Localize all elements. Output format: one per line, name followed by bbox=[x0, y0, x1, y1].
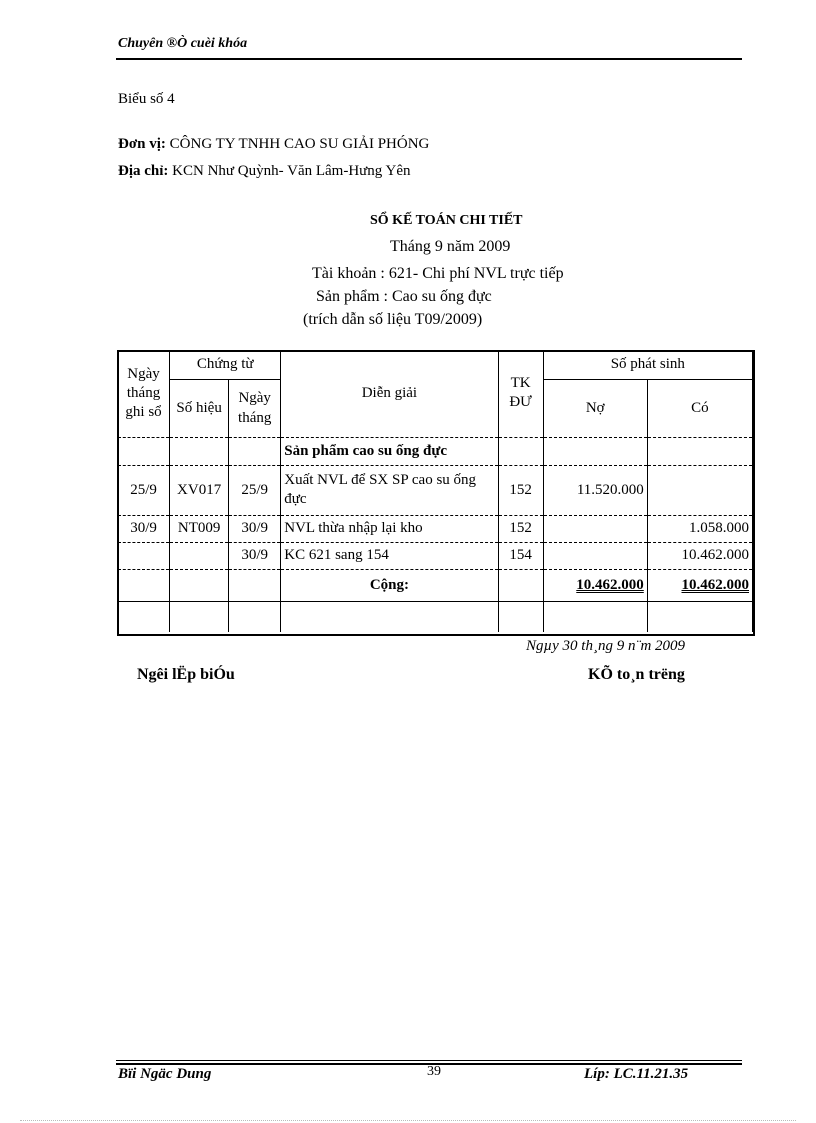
page-number: 39 bbox=[427, 1064, 441, 1079]
total-credit: 10.462.000 bbox=[681, 576, 749, 593]
row-voucher-date: 30/9 bbox=[229, 542, 281, 569]
row-desc: Xuất NVL để SX SP cao su ống đực bbox=[281, 465, 498, 515]
header-debit: Nợ bbox=[543, 379, 647, 437]
running-header: Chuyên ®Ò cuèi khóa bbox=[118, 36, 248, 51]
header-voucher: Chứng từ bbox=[170, 350, 281, 379]
table-row bbox=[118, 515, 753, 542]
account-line: Tài khoản : 621- Chi phí NVL trực tiếp bbox=[312, 265, 564, 282]
footer-class: Líp: LC.11.21.35 bbox=[584, 1066, 689, 1082]
empty-row bbox=[118, 601, 753, 632]
source-line: (trích dẫn số liệu T09/2009) bbox=[303, 311, 483, 328]
row-debit bbox=[543, 515, 647, 542]
sign-date: Ngµy 30 th¸ng 9 n¨m 2009 bbox=[526, 638, 686, 654]
row-acc: 152 bbox=[498, 515, 543, 542]
unit-value: CÔNG TY TNHH CAO SU GIẢI PHÓNG bbox=[169, 136, 430, 152]
row-voucher-date: 30/9 bbox=[229, 515, 281, 542]
total-label: Cộng: bbox=[281, 569, 498, 601]
header-voucher-no: Số hiệu bbox=[170, 379, 229, 437]
header-desc: Diễn giải bbox=[281, 350, 498, 437]
header-date: Ngày tháng ghi sổ bbox=[118, 350, 170, 437]
address-line bbox=[118, 163, 410, 180]
row-voucher-no: XV017 bbox=[170, 465, 229, 515]
table-row bbox=[118, 542, 753, 569]
row-credit: 1.058.000 bbox=[647, 515, 752, 542]
unit-line bbox=[118, 136, 429, 153]
row-credit: 10.462.000 bbox=[647, 542, 752, 569]
footer-author: Bïi Ngäc Dung bbox=[118, 1066, 212, 1082]
total-debit: 10.462.000 bbox=[576, 576, 644, 593]
header-rule bbox=[116, 58, 742, 60]
unit-label: Đơn vị: bbox=[118, 136, 166, 152]
header-amount: Số phát sinh bbox=[543, 350, 752, 379]
row-desc: KC 621 sang 154 bbox=[281, 542, 498, 569]
row-voucher-no: NT009 bbox=[170, 515, 229, 542]
address-label: Địa chỉ: bbox=[118, 163, 169, 179]
total-row bbox=[118, 569, 753, 601]
row-acc: 154 bbox=[498, 542, 543, 569]
ledger-table bbox=[117, 350, 753, 632]
row-debit: 11.520.000 bbox=[543, 465, 647, 515]
row-date: 25/9 bbox=[118, 465, 170, 515]
row-date: 30/9 bbox=[118, 515, 170, 542]
row-desc: NVL thừa nhập lại kho bbox=[281, 515, 498, 542]
footer-rule-thin bbox=[116, 1060, 742, 1061]
row-voucher-no bbox=[170, 542, 229, 569]
period: Tháng 9 năm 2009 bbox=[390, 238, 511, 255]
section-row bbox=[118, 437, 753, 465]
doc-title: SỔ KẾ TOÁN CHI TIẾT bbox=[370, 213, 523, 228]
page-edge-divider bbox=[20, 1120, 796, 1121]
header-acc: TK ĐƯ bbox=[498, 350, 543, 437]
address-value: KCN Như Quỳnh- Văn Lâm-Hưng Yên bbox=[172, 163, 411, 179]
header-voucher-date: Ngày tháng bbox=[229, 379, 281, 437]
row-date bbox=[118, 542, 170, 569]
table-row bbox=[118, 465, 753, 515]
row-debit bbox=[543, 542, 647, 569]
form-label: Biểu số 4 bbox=[118, 91, 175, 107]
header-credit: Có bbox=[647, 379, 752, 437]
product-line: Sản phẩm : Cao su ống đực bbox=[316, 288, 492, 305]
row-acc: 152 bbox=[498, 465, 543, 515]
accountant-label: KÕ to¸n trëng bbox=[588, 666, 685, 683]
preparer-label: Ngêi lËp biÓu bbox=[137, 666, 235, 683]
row-voucher-date: 25/9 bbox=[229, 465, 281, 515]
row-credit bbox=[647, 465, 752, 515]
section-label: Sản phẩm cao su ống đực bbox=[281, 437, 498, 465]
